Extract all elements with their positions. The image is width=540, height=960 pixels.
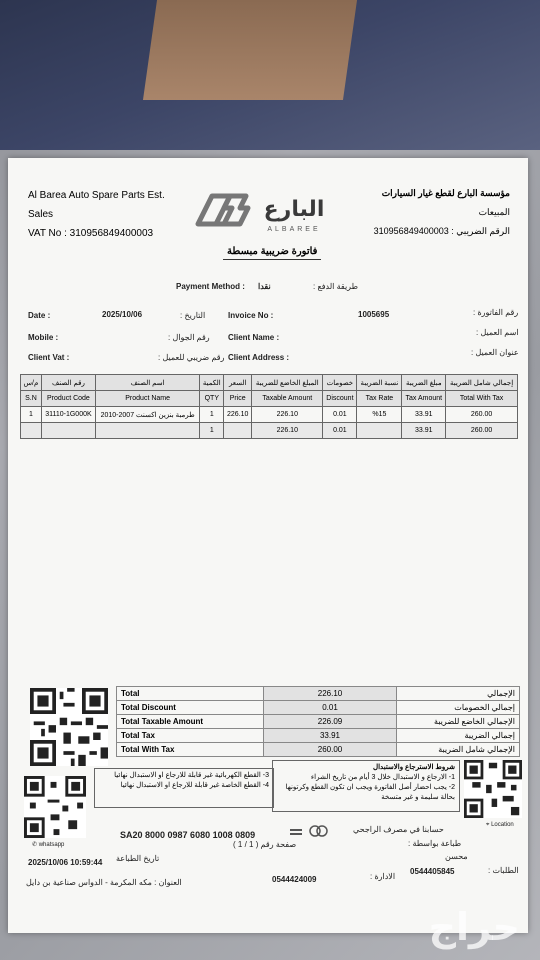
col-header-ar: المبلغ الخاضع للضريبة — [252, 375, 323, 391]
location-text: Location — [491, 822, 514, 828]
subtotal-cell — [357, 423, 402, 439]
col-header-en: Tax Rate — [357, 391, 402, 407]
term-4: 4- القطع الخاصة غير قابلة للارجاع او الاستبدال نهائيا — [120, 782, 269, 789]
totals-table — [116, 686, 520, 757]
qr-code-icon — [30, 688, 108, 766]
phone-admin: 0544424009 — [272, 875, 317, 884]
totals-row — [117, 729, 520, 743]
subtotal-cell — [41, 423, 95, 439]
company-header-ar — [374, 184, 510, 241]
subtotal-cell — [96, 423, 200, 439]
client-vat-label: Client Vat : — [28, 353, 70, 362]
invoice-no-label-ar: رقم الفاتورة : — [473, 308, 519, 317]
col-header-ar: نسبة الضريبة — [357, 375, 402, 391]
col-header-ar: إجمالي شامل الضريبة — [446, 375, 518, 391]
col-header-en: QTY — [200, 391, 224, 407]
invoice-paper — [8, 158, 528, 933]
terms-title: شروط الاسترجاع والاستبدال — [373, 764, 455, 771]
company-sales-ar: المبيعات — [478, 207, 510, 217]
invoice-no-value: 1005695 — [358, 310, 390, 319]
cell-tax-rate: %15 — [357, 407, 402, 423]
company-vat-en: VAT No : 310956849400003 — [28, 228, 154, 239]
terms-box-left — [94, 768, 274, 808]
col-header-en: Tax Amount — [402, 391, 446, 407]
cell-product-name: طرمبة بنزين اكسنت 2007-2010 — [96, 407, 200, 423]
cell-taxable-amount: 226.10 — [252, 407, 323, 423]
background-cardboard-box — [143, 0, 357, 100]
logo-text-ar: البارع — [263, 197, 325, 222]
total-label-ar: الإجمالي — [397, 687, 520, 701]
page-number: صفحة رقم ( 1 / 1 ) — [233, 840, 297, 849]
total-taxable-value: 226.09 — [264, 715, 397, 729]
company-name-ar: مؤسسة البارع لقطع غيار السيارات — [381, 188, 510, 198]
col-header-ar: اسم الصنف — [96, 375, 200, 391]
company-vat-ar: الرقم الضريبي : 310956849400003 — [373, 226, 510, 236]
total-taxable-label-ar: الإجمالي الخاضع للضريبة — [397, 715, 520, 729]
logo-mark-icon — [194, 186, 344, 236]
totals-row — [117, 743, 520, 757]
whatsapp-text: whatsapp — [38, 842, 65, 848]
total-with-tax-value: 260.00 — [264, 743, 397, 757]
rajhi-logo-icon — [308, 824, 330, 838]
term-2-cont: بحالة سليمة و غير متسخة — [381, 794, 455, 801]
subtotal-taxable: 226.10 — [252, 423, 323, 439]
col-header-ar: م/س — [21, 375, 42, 391]
payment-method-value: نقدا — [258, 282, 271, 291]
admin-label: الادارة : — [370, 872, 396, 881]
subtotal-total: 260.00 — [446, 423, 518, 439]
client-name-label-ar: اسم العميل : — [476, 328, 519, 337]
cell-sn: 1 — [21, 407, 42, 423]
subtotal-tax: 33.91 — [402, 423, 446, 439]
payment-method-label: Payment Method : — [176, 282, 245, 291]
total-with-tax-label-en: Total With Tax — [117, 743, 264, 757]
logo-text-en: ALBAREE — [267, 226, 321, 233]
company-name-en: Al Barea Auto Spare Parts Est. — [28, 190, 165, 201]
client-address-label-ar: عنوان العميل : — [471, 348, 519, 357]
cell-tax-amount: 33.91 — [402, 407, 446, 423]
iban: SA20 8000 0987 6080 1008 0809 — [120, 830, 256, 840]
orders-label: الطلبات : — [488, 866, 519, 875]
total-discount-label-ar: إجمالي الخصومات — [397, 701, 520, 715]
address: العنوان : مكه المكرمة - الدواس صناعية بن دايل — [26, 878, 182, 887]
location-label — [486, 822, 514, 829]
total-tax-value: 33.91 — [264, 729, 397, 743]
invoice-no-label: Invoice No : — [228, 311, 274, 320]
items-header-en-row — [21, 391, 518, 407]
col-header-en: Total With Tax — [446, 391, 518, 407]
cell-product-code: 31110-1G000K — [41, 407, 95, 423]
subtotal-cell — [21, 423, 42, 439]
subtotal-cell — [224, 423, 252, 439]
qr-code-icon — [464, 760, 522, 818]
cell-price: 226.10 — [224, 407, 252, 423]
col-header-ar: الكمية — [200, 375, 224, 391]
bank-name: حسابنا في مصرف الراجحي — [353, 825, 444, 834]
col-header-en: Product Code — [41, 391, 95, 407]
printed-by: محسن — [445, 852, 468, 861]
totals-row — [117, 687, 520, 701]
term-3: 3- القطع الكهربائية غير قابلة للارجاع او الاستبدال نهائيا — [114, 772, 269, 779]
qr-code-icon — [24, 776, 86, 838]
location-pin-icon: ⌖ — [486, 822, 490, 828]
whatsapp-label — [32, 841, 64, 848]
invoice-qr-code — [30, 688, 108, 766]
col-header-en: Price — [224, 391, 252, 407]
client-name-label: Client Name : — [228, 333, 280, 342]
company-sales-en: Sales — [28, 209, 54, 220]
mobile-label-ar: رقم الجوال : — [168, 333, 210, 342]
total-tax-label-en: Total Tax — [117, 729, 264, 743]
table-row — [21, 407, 518, 423]
term-1: 1- الارجاع و الاستبدال خلال 3 أيام من تاريخ الشراء — [310, 774, 455, 781]
cell-discount: 0.01 — [323, 407, 357, 423]
total-discount-value: 0.01 — [264, 701, 397, 715]
client-address-label: Client Address : — [228, 353, 290, 362]
date-label: Date : — [28, 311, 51, 320]
col-header-ar: خصومات — [323, 375, 357, 391]
col-header-en: S.N — [21, 391, 42, 407]
col-header-en: Taxable Amount — [252, 391, 323, 407]
invoice-title: فاتورة ضريبية مبسطة — [223, 246, 321, 260]
print-date-label: تاريخ الطباعة — [116, 854, 160, 863]
whatsapp-qr-code — [24, 776, 86, 838]
payment-method-label-ar: طريقة الدفع : — [313, 282, 358, 291]
printed-at: 2025/10/06 10:59:44 — [28, 858, 103, 867]
date-label-ar: التاريخ : — [180, 311, 206, 320]
whatsapp-icon: ✆ — [32, 842, 38, 848]
printed-by-label: طباعة بواسطة : — [408, 839, 462, 848]
date-value: 2025/10/06 — [102, 310, 143, 319]
col-header-en: Product Name — [96, 391, 200, 407]
totals-row — [117, 715, 520, 729]
totals-row — [117, 701, 520, 715]
total-label-en: Total — [117, 687, 264, 701]
haraj-watermark: حراج — [428, 905, 520, 949]
term-2: 2- يجب احضار أصل الفاتورة ويجب ان تكون القطع وكرتونها — [285, 784, 455, 791]
items-table — [20, 374, 518, 439]
total-value: 226.10 — [264, 687, 397, 701]
table-subtotal-row — [21, 423, 518, 439]
col-header-en: Discount — [323, 391, 357, 407]
subtotal-qty: 1 — [200, 423, 224, 439]
total-taxable-label-en: Total Taxable Amount — [117, 715, 264, 729]
client-vat-label-ar: رقم ضريبي للعميل : — [158, 353, 225, 362]
col-header-ar: مبلغ الضريبة — [402, 375, 446, 391]
mobile-label: Mobile : — [28, 333, 59, 342]
total-tax-label-ar: إجمالي الضريبة — [397, 729, 520, 743]
location-qr-code — [464, 760, 522, 818]
col-header-ar: السعر — [224, 375, 252, 391]
cell-total-with-tax: 260.00 — [446, 407, 518, 423]
rajhi-mark-icon — [308, 824, 330, 838]
total-with-tax-label-ar: الإجمالي شامل الضريبة — [397, 743, 520, 757]
terms-box-right — [272, 760, 460, 812]
subtotal-discount: 0.01 — [323, 423, 357, 439]
col-header-ar: رقم الصنف — [41, 375, 95, 391]
cell-qty: 1 — [200, 407, 224, 423]
company-header-en — [28, 186, 165, 243]
items-header-ar-row — [21, 375, 518, 391]
phone-orders: 0544405845 — [410, 867, 455, 876]
company-logo — [194, 186, 344, 236]
total-discount-label-en: Total Discount — [117, 701, 264, 715]
